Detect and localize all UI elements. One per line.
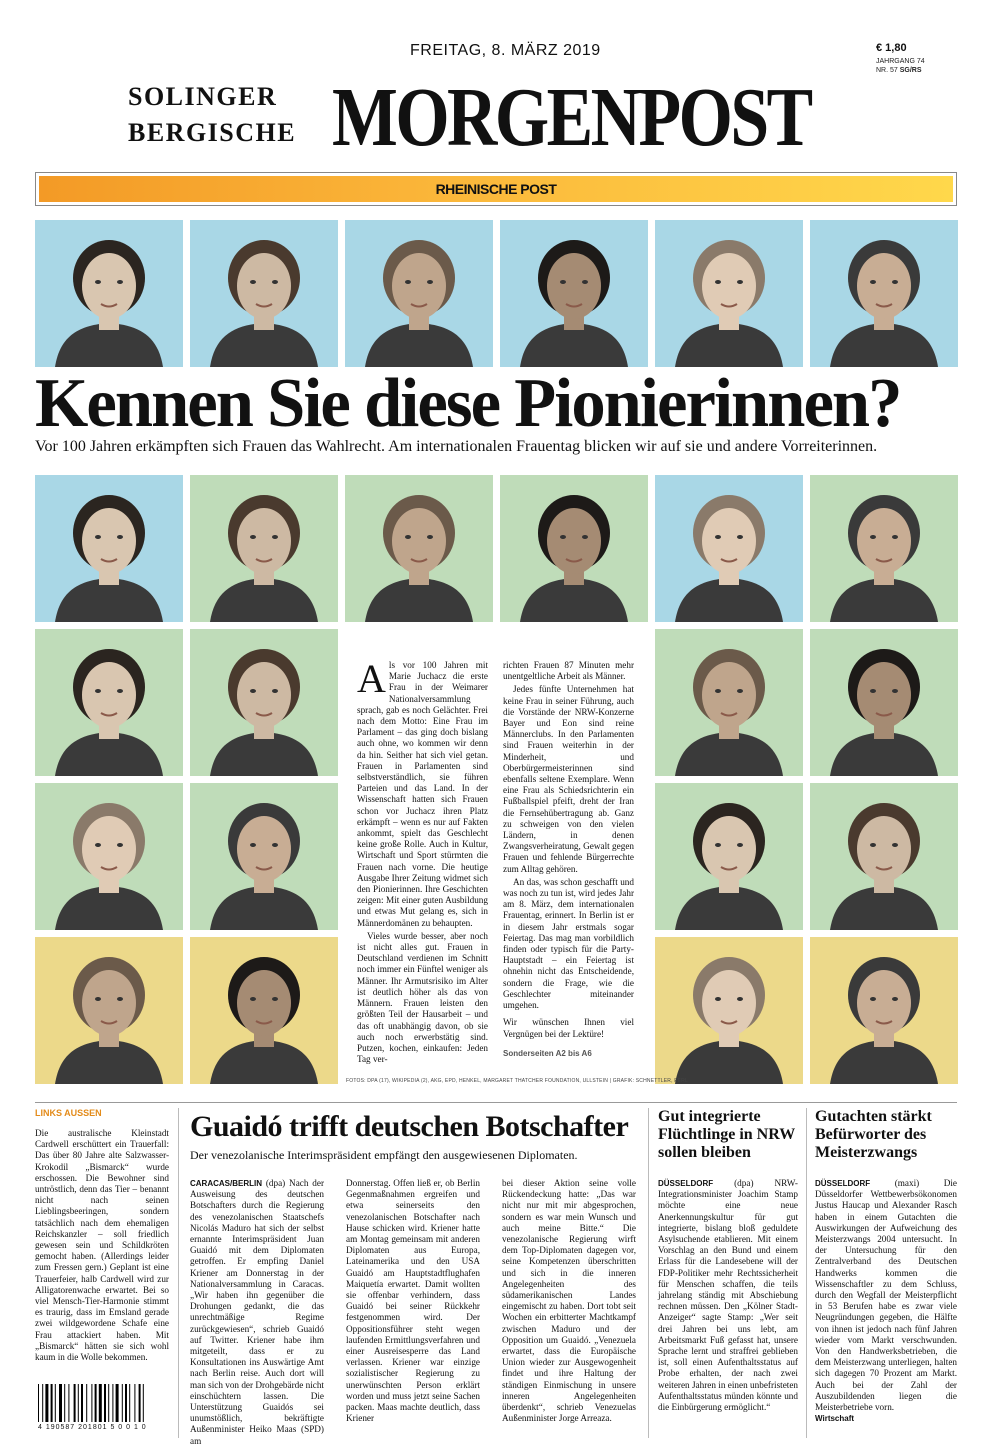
feature-paragraph: Vieles wurde besser, aber noch ist nicht alles gut. Frauen in Deutschland verdienen im Schnitt noch immer ein Fünftel weniger als Männer. Ihr Armutsrisiko im Alter ist deutlich höher als das von Männern. Frauen leisten den größten Teil der Hausarbeit – und das oft unabhängig davon, ob sie auch noch erwerbstätig sind. Putzen, kochen, einkaufen: Jeden Tag ver-	[357, 930, 488, 1065]
issue-number: NR. 57	[876, 67, 898, 74]
portrait-tile	[655, 220, 803, 367]
portrait-photo	[810, 783, 958, 930]
portrait-photo	[190, 475, 338, 622]
portrait-photo	[500, 475, 648, 622]
portrait-photo	[35, 783, 183, 930]
portrait-photo	[35, 220, 183, 367]
portrait-tile	[810, 629, 958, 776]
portrait-tile	[190, 475, 338, 622]
portrait-tile	[190, 629, 338, 776]
column-divider	[648, 1108, 649, 1438]
section-divider	[35, 1102, 957, 1103]
lead-column-1	[190, 1178, 324, 1446]
portrait-photo	[35, 475, 183, 622]
portrait-photo	[655, 220, 803, 367]
rheinische-post-bar	[35, 172, 957, 206]
barcode	[38, 1384, 166, 1424]
links-aussen-label: LINKS AUSSEN	[35, 1108, 102, 1118]
portrait-tile	[810, 937, 958, 1084]
portrait-tile	[810, 220, 958, 367]
portrait-photo	[655, 783, 803, 930]
portrait-tile	[810, 783, 958, 930]
volume: JAHRGANG 74	[876, 58, 925, 65]
issue-date: FREITAG, 8. MÄRZ 2019	[410, 42, 601, 59]
feature-paragraph: Jedes fünfte Unternehmen hat keine Frau in seiner Führung, auch die Vorstände der NRW-Konzerne Bayer und Eon sind reine Männerclubs. In den Parlamenten sind Frauen weiterhin in der Minderheit, und Oberbürgermeisterinnen sind ebenfalls seltene Exemplare. Wenn eine Frau als Schiedsrichterin ein Fußballspiel pfeift, dreht der Iran die Fernsehübertragung ab. Ganz zu schweigen von den vielen Ländern, in denen Zwangsverheiratung, Gewalt gegen Frauen und fehlende Bürgerrechte zum Alltag gehören.	[503, 684, 634, 874]
portrait-photo	[190, 220, 338, 367]
lead-subhead: Der venezolanische Interimspräsident empfängt den ausgewiesenen Diplomaten.	[190, 1148, 578, 1162]
portrait-tile	[190, 937, 338, 1084]
feature-headline: Kennen Sie diese Pionierinnen?	[35, 365, 901, 442]
story2-dateline: DÜSSELDORF	[658, 1179, 714, 1188]
price: € 1,80	[876, 42, 907, 54]
lead-text-2: Donnerstag. Offen ließ er, ob Berlin Gegenmaßnahmen ergreifen und etwa seinerseits den venezolanischen Botschafter nach Hause schicken wird. Kriener hatte am Montag gemeinsam mit anderen Diplomaten aus Europa, Lateinamerika und den USA Guaidó am Hauptstadtflughafen Maiquetía erwartet. Damit wollten sie offenbar verhindern, dass Guaidó bei seiner Rückkehr festgenommen wird. Der Oppositionsführer steht wegen laufenden Ermittlungsverfahren und einer Ausreisesperre das Land verlassen. Kriener war einzige sozialistischer Regierung zu unerwünschten Person erklärt worden und muss jetzt seine Sachen packen. Maas machte deutlich, dass Kriener	[346, 1178, 480, 1424]
feature-subhead: Vor 100 Jahren erkämpften sich Frauen das Wahlrecht. Am internationalen Frauentag blicken wir auf sie und andere Vorreiterinnen.	[35, 438, 878, 455]
portrait-tile	[655, 783, 803, 930]
special-pages-link[interactable]: Sonderseiten A2 bis A6	[503, 1048, 592, 1058]
portrait-tile	[35, 783, 183, 930]
rheinische-post-label: RHEINISCHE POST	[39, 176, 953, 202]
column-divider	[178, 1108, 179, 1438]
story2-body: (dpa) NRW-Integrationsminister Joachim Stamp möchte eine neue Anerkennungskultur für gut integrierte, bislang bloß geduldete Asylsuchende etablieren. Mit einem Vorschlag an den Bund und einem Erlass für die Landesebene will der FDP-Politiker mehr Rechtssicherheit für Menschen schaffen, die teils jahrelang ständig mit Abschiebung rechnen müssen. Den „Kölner Stadt-Anzeiger“ sagte Stamp: „Wer seit drei Jahren bei uns lebt, am Arbeitsmarkt Fuß gefasst hat, unsere Sprache lernt und straffrei geblieben ist, soll einen Aufenthaltsstatus auf Probe erhalten, der nach zwei weiteren Jahren in einen unbefristeten Aufenthaltsstatus münden könnte und die Einbürgerung ermöglicht.“	[658, 1178, 798, 1413]
feature-paragraph: richten Frauen 87 Minuten mehr unentgeltliche Arbeit als Männer.	[503, 660, 634, 682]
story2-headline: Gut integrierte Flüchtlinge in NRW sollen bleiben	[658, 1108, 795, 1161]
portrait-tile	[655, 475, 803, 622]
portrait-photo	[810, 937, 958, 1084]
portrait-tile	[35, 475, 183, 622]
portrait-photo	[655, 629, 803, 776]
portrait-photo	[190, 937, 338, 1084]
portrait-photo	[190, 783, 338, 930]
portrait-tile	[35, 629, 183, 776]
story3-text	[815, 1178, 957, 1424]
lead-text-1: (dpa) Nach der Ausweisung des deutschen Botschafters durch die Regierung des venezolanischen Staatschefs Nicolás Maduro hat sich der selbst ernannte Interimspräsident Juan Guaidó mit dem Diplomaten getroffen. Er empfing Daniel Kriener am Donnerstag in der Nationalversammlung in Caracas. „Wir haben ihn gegenüber die Drohungen gedankt, die das unrechtmäßige Regime zurückgewiesen“, schrieb Guaidó auf Twitter. Kriener habe ihm mitgeteilt, dass er zu Konsultationen ins Auswärtige Amt nach Berlin reise. Auch dort will man sich von der Drohgebärde nicht einschüchtern lassen. Die Unterstützung Guaidós sei unumstößlich, bekräftigte Außenminister Heiko Maas (SPD) am	[190, 1178, 325, 1446]
portrait-photo	[810, 475, 958, 622]
feature-column-2	[503, 660, 634, 1059]
portrait-tile	[500, 475, 648, 622]
newspaper-title: MORGENPOST	[332, 71, 811, 164]
feature-paragraph: An das, was schon geschafft und was noch zu tun ist, wird jedes Jahr am 8. März, dem internationalen Frauentag, erinnert. In Berlin ist er in diesem Jahr erstmals sogar Feiertag. Das mag man vorbildlich finden oder typisch für die Party-Hauptstadt – ein Feiertag ist ohnehin nicht das Entscheidende, sondern die Frage, wie die Geschlechter miteinander umgehen.	[503, 876, 634, 1011]
sub-title-bergische: BERGISCHE	[128, 118, 297, 147]
portrait-tile	[190, 220, 338, 367]
lead-headline: Guaidó trifft deutschen Botschafter	[190, 1110, 629, 1143]
portrait-photo	[655, 937, 803, 1084]
lead-column-2	[346, 1178, 480, 1424]
portrait-tile	[190, 783, 338, 930]
column-divider	[806, 1108, 807, 1438]
lead-column-3	[502, 1178, 636, 1424]
portrait-photo	[500, 220, 648, 367]
feature-paragraph: ls vor 100 Jahren mit Marie Juchacz die erste Frau in der Weimarer Nationalversammlung sprach, gab es noch Gelächter. Frei nach dem Motto: Eine Frau im Parlament – das ging doch bislang auch ohne, wo kommen wir denn da hin. Seither hat sich viel getan. Frauen in Parlamenten sind selbstverständlich, sie führen Parteien und das Land. In der Wissenschaft hatten sich Frauen schon vor Juchacz ihren Platz erkämpft – wenn es nur auf Fakten ankommt, spielt das Geschlecht keine große Rolle. Auch in Kultur, Wirtschaft und Sport stürmten die Frauen nach vorne. Die heutige Ausgabe Ihrer Zeitung widmet sich den Pionierinnen. Ihre Geschichten zeigen: Mit einer guten Ausbildung und etwas Mut gelang es, sich in Männerdomänen zu behaupten.	[357, 660, 488, 928]
issue-code: SG/RS	[899, 67, 922, 74]
dropcap: A	[357, 656, 386, 701]
story3-dateline: DÜSSELDORF	[815, 1179, 871, 1188]
portrait-photo	[345, 220, 493, 367]
photo-credits: FOTOS: DPA (17), WIKIPEDIA (2), AKG, EPD, HENKEL, MARGARET THATCHER FOUNDATION, ULLSTEIN | GRAFIK: SCHNETTLER, FERL	[346, 1078, 688, 1084]
portrait-photo	[810, 629, 958, 776]
story3-section: Wirtschaft	[815, 1414, 855, 1424]
portrait-tile	[345, 220, 493, 367]
portrait-photo	[345, 475, 493, 622]
portrait-photo	[190, 629, 338, 776]
portrait-photo	[35, 629, 183, 776]
barcode-number: 4 190587 201801 5 0 0 1 0	[38, 1424, 147, 1431]
portrait-tile	[500, 220, 648, 367]
story2-text	[658, 1178, 798, 1413]
story3-headline: Gutachten stärkt Befürworter des Meisterzwangs	[815, 1108, 932, 1161]
feature-paragraph: Wir wünschen Ihnen viel Vergnügen bei der Lektüre!	[503, 1017, 634, 1039]
feature-column-1	[357, 656, 488, 1067]
story3-body: (maxi) Die Düsseldorfer Wettbewerbsökonomen Justus Haucap und Alexander Rasch haben in einem Gutachten die Auswirkungen der Aufweichung des Meisterzwangs 2004 untersucht. In der Untersuchung für den Zentralverband des Deutschen Handwerks kommen die Wissenschaftler zu dem Schluss, durch den Wegfall der Meisterpflicht in 53 Berufen habe es zwar viele Neugründungen gegeben, die Hälfte von ihnen ist jedoch nach fünf Jahren wieder vom Markt verschwunden. Von den Handwerksbetrieben, die dem Meisterzwang unterliegen, halten sich dagegen 70 Prozent am Markt. Auch bei der Zahl der Auszubildenden liegen die Meisterbetriebe vorn.	[815, 1178, 957, 1413]
portrait-tile	[810, 475, 958, 622]
portrait-photo	[655, 475, 803, 622]
links-aussen-text: Die australische Kleinstadt Cardwell erschüttert ein Trauerfall: Das über 80 Jahre alte Salzwasser-Krokodil „Bismarck“ wurde erschossen. Die Bewohner sind untröstlich, denn das Tier – benannt nicht nach seinen Lieblingsbeeringen, sondern tatsächlich nach dem ehemaligen Reichskanzler – soll friedlich gewesen sein und Schildkröten gemocht haben. (Allerdings leider zum Fressen gern.) Geplant ist eine Trauerfeier, halb Cardwell wird zur Alligatorenwache erwartet. Bei so viel Mensch-Tier-Harmonie stimmt es traurig, dass im Emsland gerade zwei wildgewordene Schafe eine Frau attackiert haben. Mit „Bismarck“ hätten sie sich wohl kaum in die Wolle bekommen.	[35, 1128, 169, 1363]
portrait-tile	[655, 629, 803, 776]
issue-info	[876, 57, 925, 75]
portrait-photo	[810, 220, 958, 367]
portrait-tile	[35, 937, 183, 1084]
portrait-tile	[35, 220, 183, 367]
portrait-photo	[35, 937, 183, 1084]
portrait-tile	[655, 937, 803, 1084]
feature-article	[357, 656, 634, 1065]
sub-title-solinger: SOLINGER	[128, 82, 278, 111]
portrait-tile	[345, 475, 493, 622]
lead-text-3: bei dieser Aktion seine volle Rückendeckung hatte: „Das war nicht nur mit mir abgesprochen, sondern es war mein Wunsch und auch meine Bitte.“ Die venezolanische Regierung wirft dem Top-Diplomaten dagegen vor, seine Kompetenzen überschritten und sich in die inneren Angelegenheiten des südamerikanischen Landes eingemischt zu haben. Dort tobt seit Wochen ein erbitterter Machtkampf zwischen Maduro und der Opposition um Guaidó. „Venezuela erwartet, dass die Europäische Union wieder zur Ausgewogenheit findet und ihre Haltung der ständigen Einmischung in unsere inneren Angelegenheiten überdenkt“, schrieb Venezuelas Außenminister Jorge Arreaza.	[502, 1178, 636, 1424]
lead-dateline: CARACAS/BERLIN	[190, 1179, 262, 1188]
